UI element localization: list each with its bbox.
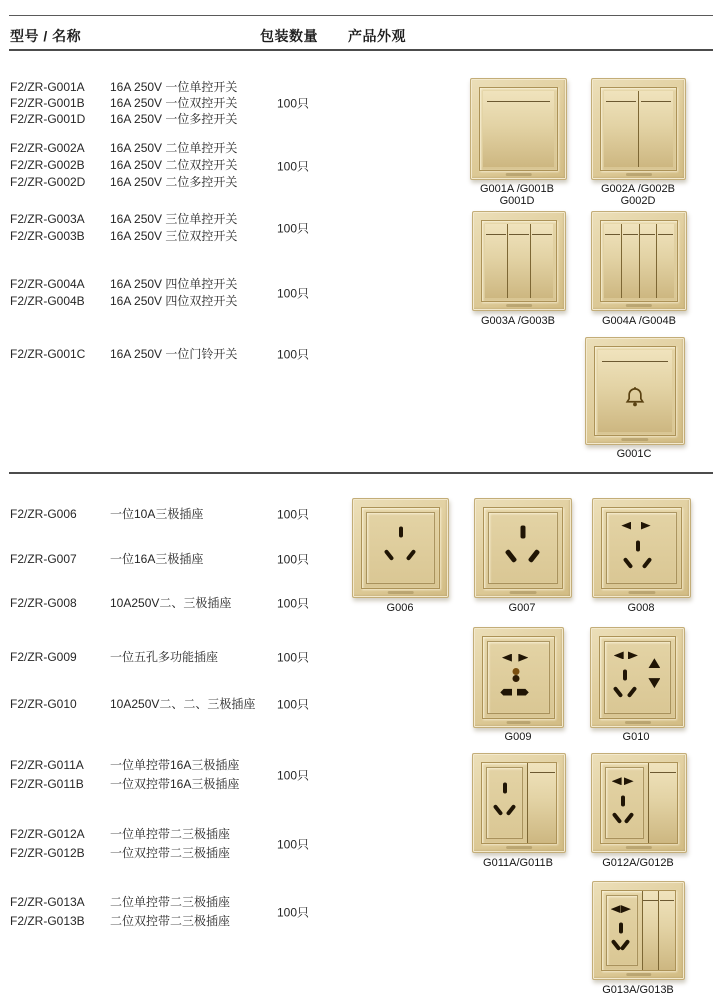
socket-hole bbox=[620, 939, 631, 951]
brand-mark bbox=[387, 591, 414, 594]
switch-rocker bbox=[649, 763, 678, 843]
socket-switch-face bbox=[481, 762, 557, 844]
socket-hole bbox=[642, 557, 653, 569]
model-number: F2/ZR-G001A bbox=[10, 80, 85, 94]
socket-hole bbox=[624, 777, 634, 785]
package-quantity: 100只 bbox=[277, 96, 310, 111]
product-image-g011-socket-switch bbox=[472, 753, 566, 853]
socket-hole bbox=[517, 689, 529, 696]
product-name: 16A 250V 四位双控开关 bbox=[110, 294, 238, 308]
product-name: 16A 250V 一位门铃开关 bbox=[110, 347, 238, 361]
package-quantity: 100只 bbox=[277, 221, 310, 236]
column-header-model-name: 型号 / 名称 bbox=[10, 28, 82, 44]
model-column bbox=[10, 649, 110, 665]
switch-section bbox=[642, 891, 675, 970]
socket-hole bbox=[627, 686, 638, 698]
package-quantity: 100只 bbox=[277, 650, 310, 665]
package-quantity: 100只 bbox=[277, 159, 310, 173]
product-name: 16A 250V 一位多控开关 bbox=[110, 112, 238, 126]
product-name: 一位双控带二三极插座 bbox=[110, 846, 231, 860]
model-number: F2/ZR-G001B bbox=[10, 96, 85, 110]
model-number: F2/ZR-G011B bbox=[10, 777, 84, 791]
product-name: 16A 250V 一位双控开关 bbox=[110, 96, 238, 110]
product-caption bbox=[578, 857, 698, 869]
product-caption bbox=[457, 183, 577, 207]
switch-section bbox=[648, 763, 678, 843]
name-column bbox=[110, 551, 290, 567]
product-name: 一位双控带16A三极插座 bbox=[110, 777, 240, 791]
product-image-g001-switch bbox=[470, 78, 567, 180]
switch-face bbox=[479, 87, 558, 171]
product-name: 10A250V二、二、三极插座 bbox=[110, 697, 256, 711]
package-quantity: 100只 bbox=[277, 552, 310, 567]
socket-hole bbox=[613, 686, 624, 698]
product-caption bbox=[574, 448, 694, 460]
socket-face bbox=[361, 507, 440, 589]
socket-section bbox=[482, 763, 527, 843]
product-name: 16A 250V 四位单控开关 bbox=[110, 277, 238, 291]
socket-hole bbox=[612, 812, 623, 824]
caption-line: G004A /G004B bbox=[602, 315, 676, 327]
caption-line: G008 bbox=[627, 602, 655, 614]
socket-switch-face bbox=[600, 762, 678, 844]
brand-mark bbox=[505, 173, 532, 176]
model-column bbox=[10, 346, 110, 362]
switch-rocker bbox=[656, 224, 674, 298]
package-quantity: 100只 bbox=[277, 837, 310, 852]
product-image-g010-socket bbox=[590, 627, 685, 728]
switch-face bbox=[594, 346, 676, 436]
socket-hole bbox=[503, 782, 507, 793]
socket-face bbox=[601, 507, 682, 589]
name-column bbox=[110, 595, 290, 611]
model-number: F2/ZR-G013B bbox=[10, 914, 85, 928]
caption-line: G007 bbox=[508, 602, 536, 614]
socket-hole bbox=[384, 549, 395, 561]
product-caption bbox=[581, 731, 691, 743]
product-caption bbox=[578, 183, 698, 207]
switch-rocker bbox=[643, 891, 659, 970]
model-column bbox=[10, 595, 110, 611]
model-number: F2/ZR-G011A bbox=[10, 758, 84, 772]
product-image-g001c-doorbell bbox=[585, 337, 685, 445]
product-image-g012-socket-switch bbox=[591, 753, 687, 853]
product-caption bbox=[458, 315, 578, 327]
product-caption bbox=[586, 602, 696, 614]
model-number: F2/ZR-G008 bbox=[10, 596, 77, 610]
model-number: F2/ZR-G001C bbox=[10, 347, 86, 361]
product-name: 16A 250V 二位单控开关 bbox=[110, 141, 238, 155]
product-image-g004-switch bbox=[591, 211, 687, 311]
package-quantity: 100只 bbox=[277, 905, 310, 920]
model-column bbox=[10, 893, 110, 931]
switch-face bbox=[481, 220, 557, 302]
caption-line: G006 bbox=[386, 602, 414, 614]
brand-mark bbox=[628, 591, 655, 594]
package-quantity: 100只 bbox=[277, 507, 310, 522]
socket-hole bbox=[636, 540, 640, 551]
product-name: 一位16A三极插座 bbox=[110, 552, 204, 566]
caption-line: G001A /G001B bbox=[480, 183, 554, 195]
switch-rocker bbox=[638, 91, 673, 167]
model-column bbox=[10, 276, 110, 310]
socket-hole bbox=[648, 678, 660, 688]
model-number: F2/ZR-G013A bbox=[10, 895, 85, 909]
socket-hole bbox=[648, 658, 660, 668]
socket-hole bbox=[512, 667, 520, 683]
switch-rocker bbox=[483, 91, 554, 167]
package-quantity: 100只 bbox=[277, 697, 310, 712]
product-image-g013-socket-switch bbox=[592, 881, 685, 980]
model-column bbox=[10, 211, 110, 245]
product-name: 一位单控带16A三极插座 bbox=[110, 758, 240, 772]
socket-hole bbox=[622, 557, 633, 569]
switch-rocker bbox=[507, 224, 530, 298]
product-caption bbox=[458, 857, 578, 869]
switch-face bbox=[600, 87, 677, 171]
socket-hole bbox=[500, 689, 512, 696]
name-column bbox=[110, 276, 290, 310]
socket-hole bbox=[621, 522, 631, 530]
product-image-g007-socket bbox=[474, 498, 572, 598]
product-name: 16A 250V 一位单控开关 bbox=[110, 80, 238, 94]
model-number: F2/ZR-G010 bbox=[10, 697, 77, 711]
socket-face bbox=[599, 636, 676, 719]
product-name: 16A 250V 二位多控开关 bbox=[110, 175, 238, 189]
section-divider bbox=[9, 472, 713, 474]
model-number: F2/ZR-G002A bbox=[10, 141, 85, 155]
model-number: F2/ZR-G002B bbox=[10, 158, 85, 172]
switch-rocker bbox=[528, 763, 556, 843]
socket-hole bbox=[518, 654, 528, 662]
socket-hole bbox=[493, 804, 504, 816]
switch-rocker bbox=[604, 224, 621, 298]
switch-rocker bbox=[604, 91, 638, 167]
brand-mark bbox=[626, 846, 652, 849]
product-name: 16A 250V 二位双控开关 bbox=[110, 158, 238, 172]
model-column bbox=[10, 140, 110, 191]
model-column bbox=[10, 79, 110, 127]
socket-hole bbox=[521, 525, 526, 538]
socket-hole bbox=[405, 549, 416, 561]
package-quantity: 100只 bbox=[277, 596, 310, 611]
model-number: F2/ZR-G003A bbox=[10, 212, 85, 226]
product-name: 16A 250V 三位双控开关 bbox=[110, 229, 238, 243]
name-column bbox=[110, 506, 290, 522]
caption-line: G002A /G002B bbox=[601, 183, 675, 195]
name-column bbox=[110, 79, 290, 127]
socket-hole bbox=[614, 651, 624, 659]
product-caption bbox=[579, 315, 699, 327]
switch-face bbox=[600, 220, 678, 302]
product-name: 一位单控带二三极插座 bbox=[110, 827, 231, 841]
name-column bbox=[110, 696, 290, 712]
model-number: F2/ZR-G012B bbox=[10, 846, 85, 860]
socket-face bbox=[483, 507, 563, 589]
column-header-appearance: 产品外观 bbox=[348, 28, 406, 44]
socket-hole bbox=[641, 522, 651, 530]
switch-section bbox=[527, 763, 556, 843]
product-image-g009-socket bbox=[473, 627, 564, 728]
name-column bbox=[110, 140, 290, 191]
socket-section bbox=[602, 891, 642, 970]
product-name: 10A250V二、三极插座 bbox=[110, 596, 232, 610]
model-column bbox=[10, 551, 110, 567]
header-rule bbox=[9, 49, 713, 51]
caption-line: G012A/G012B bbox=[602, 857, 674, 869]
socket-hole bbox=[611, 905, 621, 913]
brand-mark bbox=[625, 173, 651, 176]
product-name: 二位双控带二三极插座 bbox=[110, 914, 231, 928]
model-column bbox=[10, 506, 110, 522]
caption-line: G001D bbox=[499, 195, 535, 207]
switch-rocker bbox=[530, 224, 553, 298]
model-number: F2/ZR-G012A bbox=[10, 827, 85, 841]
socket-face bbox=[482, 636, 555, 719]
product-caption bbox=[578, 984, 698, 996]
model-column bbox=[10, 756, 110, 794]
caption-line: G009 bbox=[504, 731, 532, 743]
top-rule bbox=[9, 15, 713, 16]
switch-rocker bbox=[658, 891, 675, 970]
socket-hole bbox=[619, 923, 623, 934]
model-number: F2/ZR-G009 bbox=[10, 650, 77, 664]
brand-mark bbox=[626, 304, 652, 307]
model-number: F2/ZR-G004B bbox=[10, 294, 85, 308]
socket-switch-face bbox=[601, 890, 676, 971]
socket-hole bbox=[621, 795, 625, 806]
socket-section bbox=[601, 763, 648, 843]
caption-line: G003A /G003B bbox=[481, 315, 555, 327]
name-column bbox=[110, 756, 290, 794]
caption-line: G001C bbox=[616, 448, 652, 460]
socket-hole bbox=[623, 812, 634, 824]
product-name: 二位单控带二三极插座 bbox=[110, 895, 231, 909]
caption-line: G002D bbox=[620, 195, 656, 207]
switch-rocker bbox=[598, 350, 672, 432]
doorbell-icon bbox=[622, 383, 649, 410]
brand-mark bbox=[626, 973, 651, 976]
switch-rocker bbox=[485, 224, 507, 298]
product-image-g002-switch bbox=[591, 78, 686, 180]
socket-hole bbox=[612, 777, 622, 785]
package-quantity: 100只 bbox=[277, 286, 310, 301]
product-image-g006-socket bbox=[352, 498, 449, 598]
brand-mark bbox=[624, 721, 650, 724]
socket-hole bbox=[528, 549, 541, 563]
product-caption bbox=[467, 602, 577, 614]
package-quantity: 100只 bbox=[277, 768, 310, 783]
socket-hole bbox=[399, 526, 403, 537]
socket-hole bbox=[621, 905, 631, 913]
product-caption bbox=[345, 602, 455, 614]
model-number: F2/ZR-G001D bbox=[10, 112, 86, 126]
caption-line: G010 bbox=[622, 731, 650, 743]
name-column bbox=[110, 649, 290, 665]
brand-mark bbox=[621, 438, 648, 441]
caption-line: G011A/G011B bbox=[483, 857, 553, 869]
name-column bbox=[110, 211, 290, 245]
product-caption bbox=[463, 731, 573, 743]
socket-hole bbox=[504, 549, 517, 563]
socket-hole bbox=[623, 670, 627, 681]
socket-hole bbox=[611, 939, 622, 951]
product-image-g008-socket bbox=[592, 498, 691, 598]
package-quantity: 100只 bbox=[277, 347, 310, 362]
socket-hole bbox=[505, 804, 516, 816]
name-column bbox=[110, 825, 290, 863]
model-column bbox=[10, 696, 110, 712]
model-number: F2/ZR-G002D bbox=[10, 175, 86, 189]
socket-hole bbox=[502, 654, 512, 662]
model-column bbox=[10, 825, 110, 863]
name-column bbox=[110, 893, 290, 931]
model-number: F2/ZR-G004A bbox=[10, 277, 85, 291]
name-column bbox=[110, 346, 290, 362]
switch-rocker bbox=[639, 224, 657, 298]
model-number: F2/ZR-G007 bbox=[10, 552, 77, 566]
product-name: 一位10A三极插座 bbox=[110, 507, 204, 521]
column-header-quantity: 包装数量 bbox=[260, 28, 318, 44]
brand-mark bbox=[506, 721, 531, 724]
product-name: 一位五孔多功能插座 bbox=[110, 650, 219, 664]
product-name: 16A 250V 三位单控开关 bbox=[110, 212, 238, 226]
caption-line: G013A/G013B bbox=[602, 984, 674, 996]
product-image-g003-switch bbox=[472, 211, 566, 311]
switch-rocker bbox=[621, 224, 639, 298]
brand-mark bbox=[510, 591, 537, 594]
brand-mark bbox=[506, 846, 532, 849]
model-number: F2/ZR-G003B bbox=[10, 229, 85, 243]
socket-hole bbox=[628, 651, 638, 659]
model-number: F2/ZR-G006 bbox=[10, 507, 77, 521]
brand-mark bbox=[506, 304, 532, 307]
